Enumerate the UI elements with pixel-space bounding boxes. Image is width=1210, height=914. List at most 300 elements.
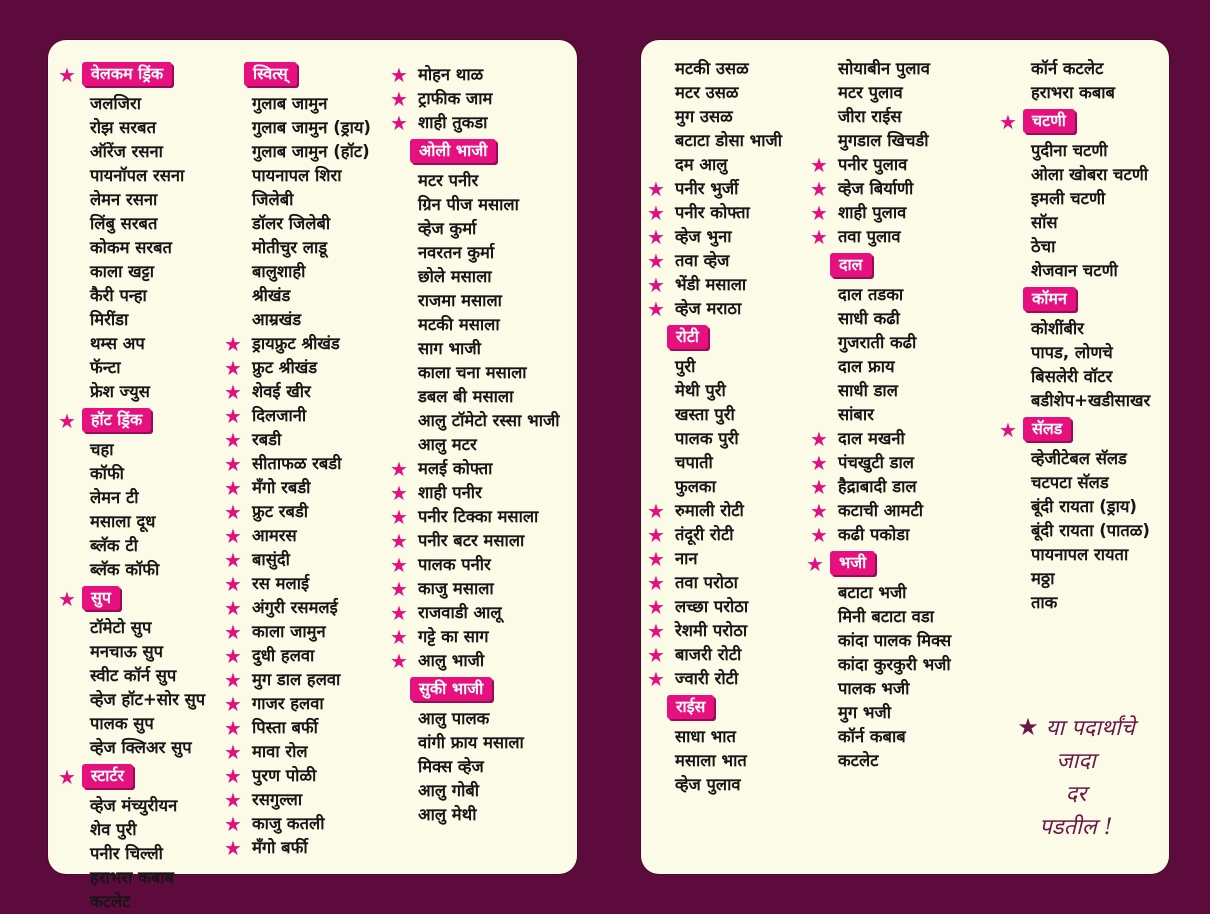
menu-item-label: पनीर बटर मसाला [418, 531, 525, 550]
menu-item-label: श्रीखंड [252, 286, 291, 305]
section-heading-label: राईस [667, 695, 714, 719]
menu-item [58, 890, 205, 914]
star-icon: ★ [224, 476, 242, 500]
note-line: या पदार्थांचे [1045, 716, 1135, 741]
menu-item [386, 87, 559, 111]
section-heading [58, 62, 205, 88]
menu-item [806, 153, 951, 177]
menu-item [386, 481, 559, 505]
menu-item [58, 558, 205, 582]
menu-item [806, 57, 951, 81]
menu-item-label: मुग उसळ [675, 107, 733, 126]
menu-item-label: पुरी [675, 357, 696, 376]
menu-item [806, 653, 951, 677]
menu-item-label: बटाटा डोसा भाजी [675, 131, 783, 150]
star-icon: ★ [58, 587, 76, 611]
menu-item-label: कैरी पन्हा [90, 286, 147, 305]
menu-item-label: शेजवान चटणी [1031, 261, 1118, 280]
menu-item [386, 505, 559, 529]
menu-item-label: मोतीचुर लाडू [252, 238, 328, 257]
menu-item [220, 764, 371, 788]
star-icon: ★ [224, 524, 242, 548]
star-icon: ★ [390, 601, 408, 625]
menu-item [999, 591, 1150, 615]
menu-item-label: मटर पुलाव [838, 83, 903, 102]
star-icon: ★ [224, 452, 242, 476]
menu-item-label: बिसलेरी वॉटर [1031, 367, 1113, 386]
menu-item-label: पिस्ता बर्फी [252, 718, 318, 737]
section-heading-label: रोटी [667, 325, 708, 349]
menu-item [806, 379, 951, 403]
menu-item-label: काला चना मसाला [418, 363, 527, 382]
menu-item-label: मुग डाल हलवा [252, 670, 341, 689]
menu-item-label: तंदूरी रोटी [675, 525, 734, 544]
menu-item-label: मलई कोफ्ता [418, 459, 493, 478]
menu-item-label: ट्राफीक जाम [418, 89, 493, 108]
menu-item [806, 523, 951, 547]
menu-column [806, 57, 951, 773]
menu-item [643, 105, 782, 129]
star-icon: ★ [390, 577, 408, 601]
menu-item [220, 212, 371, 236]
price-note [986, 712, 1166, 844]
star-icon: ★ [224, 716, 242, 740]
menu-item [806, 307, 951, 331]
menu-item [58, 260, 205, 284]
menu-item-label: राजवाडी आलू [418, 603, 502, 622]
menu-item [806, 201, 951, 225]
menu-item-label: गुलाब जामुन (ड्राय) [252, 118, 371, 137]
menu-item-label: ड्रायफ्रुट श्रीखंड [252, 334, 340, 353]
menu-item [220, 476, 371, 500]
star-icon: ★ [647, 667, 665, 691]
menu-item-label: साधा भात [675, 727, 736, 746]
menu-item [999, 567, 1150, 591]
section-heading-label: दाल [830, 253, 872, 277]
menu-item [220, 644, 371, 668]
menu-column [643, 57, 782, 797]
menu-item-label: दम आलु [675, 155, 728, 174]
menu-item [806, 605, 951, 629]
menu-item [58, 842, 205, 866]
menu-item [220, 452, 371, 476]
menu-item-label: रेशमी परोठा [675, 621, 748, 640]
menu-item [643, 643, 782, 667]
menu-item-label: आलु पालक [418, 709, 490, 728]
menu-item-label: दुधी हलवा [252, 646, 315, 665]
menu-item-label: बटाटा भजी [838, 583, 907, 602]
menu-item-label: बडीशेप+खडीसाखर [1031, 391, 1151, 410]
menu-item-label: कांदा पालक मिक्स [838, 631, 952, 650]
menu-item [386, 755, 559, 779]
menu-item-label: आम्रखंड [252, 310, 302, 329]
star-icon: ★ [224, 404, 242, 428]
menu-item [806, 677, 951, 701]
menu-item-label: व्हेज भुना [675, 227, 732, 246]
menu-item-label: दाल मखनी [838, 429, 905, 448]
menu-item-label: हराभरा कबाब [90, 868, 174, 887]
menu-item-label: शाही पुलाव [838, 203, 907, 222]
menu-item-label: थम्स अप [90, 334, 145, 353]
menu-item [220, 356, 371, 380]
star-icon: ★ [999, 110, 1017, 134]
menu-item-label: फॅन्टा [90, 358, 121, 377]
menu-item-label: मसाला दूध [90, 512, 156, 531]
menu-item [220, 788, 371, 812]
menu-item [220, 812, 371, 836]
menu-item-label: पनीर भुर्जी [675, 179, 739, 198]
star-icon: ★ [224, 572, 242, 596]
menu-item [58, 438, 205, 462]
menu-item-label: मॅंगो बर्फी [252, 838, 308, 857]
menu-item-label: खस्ता पुरी [675, 405, 735, 424]
star-icon: ★ [390, 553, 408, 577]
section-heading-label: सॅलड [1023, 417, 1071, 441]
star-icon: ★ [1017, 713, 1039, 741]
menu-item [643, 475, 782, 499]
menu-item-label: साधी कढी [838, 309, 900, 328]
star-icon: ★ [647, 297, 665, 321]
menu-item [643, 297, 782, 321]
section-heading-label: भजी [830, 551, 875, 575]
menu-item-label: कटलेट [90, 892, 131, 911]
star-icon: ★ [224, 428, 242, 452]
star-icon: ★ [224, 692, 242, 716]
menu-item-label: व्हेजीटेबल सॅलड [1031, 449, 1127, 468]
menu-item-label: आलु गोबी [418, 781, 480, 800]
menu-item-label: आमरस [252, 526, 297, 545]
menu-item-label: लेमन रसना [90, 190, 158, 209]
menu-item-label: शेव पुरी [90, 820, 137, 839]
menu-item [643, 177, 782, 201]
star-icon: ★ [647, 177, 665, 201]
star-icon: ★ [810, 153, 828, 177]
menu-item-label: मोहन थाळ [418, 65, 484, 84]
menu-item [220, 716, 371, 740]
star-icon: ★ [647, 595, 665, 619]
menu-column [58, 58, 205, 914]
menu-item [386, 553, 559, 577]
menu-column [386, 63, 559, 827]
menu-item-label: पायनापल शिरा [252, 166, 342, 185]
menu-item [386, 111, 559, 135]
menu-item-label: पंचखुटी डाल [838, 453, 914, 472]
menu-item [386, 731, 559, 755]
menu-item-label: जीरा राईस [838, 107, 902, 126]
menu-item-label: डॉलर जिलेबी [252, 214, 331, 233]
menu-item-label: कढी पकोडा [838, 525, 910, 544]
menu-item [220, 236, 371, 260]
menu-item [220, 524, 371, 548]
menu-item [58, 236, 205, 260]
menu-item-label: फ्रुट श्रीखंड [252, 358, 318, 377]
star-icon: ★ [224, 548, 242, 572]
menu-item-label: सॉस [1031, 213, 1058, 232]
menu-item [999, 81, 1150, 105]
menu-item-label: फ्रुट रबडी [252, 502, 309, 521]
menu-item-label: फुलका [675, 477, 716, 496]
menu-item-label: सोयाबीन पुलाव [838, 59, 930, 78]
menu-item-label: व्हेज क्लिअर सुप [90, 738, 192, 757]
menu-item [220, 428, 371, 452]
menu-item-label: पुरण पोळी [252, 766, 317, 785]
star-icon: ★ [647, 571, 665, 595]
menu-item [58, 92, 205, 116]
menu-item [220, 308, 371, 332]
menu-item-label: दाल फ्राय [838, 357, 895, 376]
menu-item-label: ग्रिन पीज मसाला [418, 195, 519, 214]
menu-item-label: नान [675, 549, 698, 568]
menu-item-label: ज्वारी रोटी [675, 669, 739, 688]
menu-item [999, 365, 1150, 389]
star-icon: ★ [390, 457, 408, 481]
menu-item [999, 495, 1150, 519]
menu-item [58, 188, 205, 212]
menu-item-label: जलजिरा [90, 94, 141, 113]
menu-item-label: काला जामुन [252, 622, 326, 641]
section-heading [999, 287, 1150, 313]
menu-item-label: लेमन टी [90, 488, 139, 507]
menu-item [58, 308, 205, 332]
section-heading [806, 551, 951, 577]
menu-item-label: पायनापल रायता [1031, 545, 1129, 564]
menu-item [806, 451, 951, 475]
star-icon: ★ [224, 644, 242, 668]
menu-item-label: फ्रेश ज्युस [90, 382, 150, 401]
menu-item [58, 664, 205, 688]
menu-item-label: राजमा मसाला [418, 291, 502, 310]
menu-item [220, 740, 371, 764]
menu-item [999, 187, 1150, 211]
menu-item [999, 139, 1150, 163]
menu-item-label: रसगुल्ला [252, 790, 303, 809]
menu-item-label: तवा पुलाव [838, 227, 901, 246]
menu-item-label: पालक भजी [838, 679, 910, 698]
menu-item [643, 201, 782, 225]
menu-item-label: पुदीना चटणी [1031, 141, 1108, 160]
menu-item-label: व्हेज हॉट+सोर सुप [90, 690, 206, 709]
menu-item-label: वांगी फ्राय मसाला [418, 733, 524, 752]
menu-item [806, 355, 951, 379]
section-heading-label: कॉमन [1023, 287, 1076, 311]
menu-item-label: मुग भजी [838, 703, 892, 722]
menu-item [220, 284, 371, 308]
menu-item [999, 471, 1150, 495]
menu-item-label: स्वीट कॉर्न सुप [90, 666, 177, 685]
menu-item [58, 356, 205, 380]
section-heading [220, 62, 371, 88]
menu-item-label: तवा व्हेज [675, 251, 730, 270]
menu-item [58, 212, 205, 236]
menu-item-label: दिलजानी [252, 406, 307, 425]
star-icon: ★ [224, 740, 242, 764]
menu-item [386, 601, 559, 625]
menu-item [643, 427, 782, 451]
menu-item [806, 427, 951, 451]
star-icon: ★ [810, 451, 828, 475]
menu-item-label: मुगडाल खिचडी [838, 131, 929, 150]
menu-item-label: छोले मसाला [418, 267, 492, 286]
menu-item [220, 692, 371, 716]
menu-item [220, 332, 371, 356]
star-icon: ★ [224, 788, 242, 812]
menu-item [386, 649, 559, 673]
menu-item [58, 688, 205, 712]
menu-item [386, 289, 559, 313]
star-icon: ★ [390, 529, 408, 553]
menu-item-label: कॉफी [90, 464, 124, 483]
star-icon: ★ [58, 63, 76, 87]
menu-item [58, 616, 205, 640]
menu-item [386, 385, 559, 409]
star-icon: ★ [647, 523, 665, 547]
menu-item-label: कोशींबीर [1031, 319, 1084, 338]
star-icon: ★ [647, 643, 665, 667]
section-heading [58, 586, 205, 612]
menu-item [58, 534, 205, 558]
menu-item-label: रुमाली रोटी [675, 501, 744, 520]
menu-item [386, 337, 559, 361]
menu-item [806, 581, 951, 605]
menu-item [220, 548, 371, 572]
menu-item [999, 163, 1150, 187]
star-icon: ★ [647, 273, 665, 297]
star-icon: ★ [647, 201, 665, 225]
menu-item [643, 547, 782, 571]
menu-item [806, 283, 951, 307]
menu-item [806, 403, 951, 427]
menu-item [386, 803, 559, 827]
menu-item [643, 81, 782, 105]
menu-item [220, 92, 371, 116]
menu-item-label: ब्लॅक टी [90, 536, 138, 555]
menu-column [220, 58, 371, 860]
menu-item [58, 486, 205, 510]
star-icon: ★ [810, 201, 828, 225]
menu-item [643, 725, 782, 749]
menu-item [220, 404, 371, 428]
menu-item-label: बूंदी रायता (ड्राय) [1031, 497, 1137, 516]
star-icon: ★ [390, 625, 408, 649]
menu-item [386, 63, 559, 87]
menu-item [806, 701, 951, 725]
menu-item-label: मेथी पुरी [675, 381, 726, 400]
menu-item-label: पायनॉपल रसना [90, 166, 185, 185]
menu-item [58, 140, 205, 164]
section-heading [999, 417, 1150, 443]
menu-item [386, 409, 559, 433]
menu-item [386, 313, 559, 337]
star-icon: ★ [390, 111, 408, 135]
menu-item [220, 836, 371, 860]
menu-item-label: डबल बी मसाला [418, 387, 514, 406]
menu-item [643, 571, 782, 595]
menu-item [643, 403, 782, 427]
menu-item [999, 57, 1150, 81]
menu-item-label: कॉर्न कबाब [838, 727, 906, 746]
menu-item [58, 284, 205, 308]
menu-item-label: मठ्ठा [1031, 569, 1055, 588]
menu-item-label: पालक पुरी [675, 429, 739, 448]
section-heading [643, 695, 782, 721]
menu-item-label: बूंदी रायता (पातळ) [1031, 521, 1150, 540]
menu-item-label: आलु टॉमेटो रस्सा भाजी [418, 411, 560, 430]
menu-item [999, 211, 1150, 235]
menu-item [643, 619, 782, 643]
menu-item [220, 188, 371, 212]
menu-item [643, 773, 782, 797]
menu-item-label: गाजर हलवा [252, 694, 324, 713]
menu-item-label: कोकम सरबत [90, 238, 172, 257]
section-heading-label: वेलकम ड्रिंक [82, 62, 172, 86]
menu-item [999, 259, 1150, 283]
menu-item-label: मटर पनीर [418, 171, 479, 190]
note-line: जादा [1056, 749, 1096, 774]
menu-item [643, 57, 782, 81]
menu-item-label: रबडी [252, 430, 282, 449]
menu-item [386, 529, 559, 553]
star-icon: ★ [224, 764, 242, 788]
menu-item [386, 625, 559, 649]
menu-item-label: मिक्स व्हेज [418, 757, 484, 776]
menu-item-label: काजु कतली [252, 814, 325, 833]
menu-item [999, 235, 1150, 259]
star-icon: ★ [806, 552, 824, 576]
star-icon: ★ [224, 668, 242, 692]
star-icon: ★ [224, 836, 242, 860]
menu-item [220, 500, 371, 524]
star-icon: ★ [647, 249, 665, 273]
section-heading [643, 325, 782, 351]
menu-item [386, 361, 559, 385]
menu-item [999, 543, 1150, 567]
star-icon: ★ [224, 332, 242, 356]
menu-item-label: गुलाब जामुन (हॉट) [252, 142, 370, 161]
star-icon: ★ [224, 380, 242, 404]
menu-item [643, 451, 782, 475]
menu-item-label: चपाती [675, 453, 713, 472]
menu-item-label: सांबार [838, 405, 874, 424]
menu-item [220, 116, 371, 140]
menu-item [643, 595, 782, 619]
menu-item-label: काजु मसाला [418, 579, 494, 598]
menu-item [386, 577, 559, 601]
menu-item-label: मनचाऊ सुप [90, 642, 163, 661]
star-icon: ★ [647, 619, 665, 643]
menu-item [806, 475, 951, 499]
menu-item [999, 447, 1150, 471]
menu-item [999, 317, 1150, 341]
menu-item [806, 177, 951, 201]
menu-item-label: ताक [1031, 593, 1058, 612]
menu-item [58, 462, 205, 486]
menu-item-label: नवरतन कुर्मा [418, 243, 495, 262]
menu-item [58, 640, 205, 664]
star-icon: ★ [390, 63, 408, 87]
menu-item [806, 225, 951, 249]
menu-item-label: शाही तुकडा [418, 113, 488, 132]
menu-item-label: आलु मेथी [418, 805, 477, 824]
star-icon: ★ [224, 812, 242, 836]
menu-item [58, 794, 205, 818]
star-icon: ★ [224, 500, 242, 524]
menu-item [386, 241, 559, 265]
menu-item-label: रोझ सरबत [90, 118, 156, 137]
menu-item [806, 105, 951, 129]
star-icon: ★ [810, 225, 828, 249]
menu-item [643, 225, 782, 249]
menu-item [220, 668, 371, 692]
